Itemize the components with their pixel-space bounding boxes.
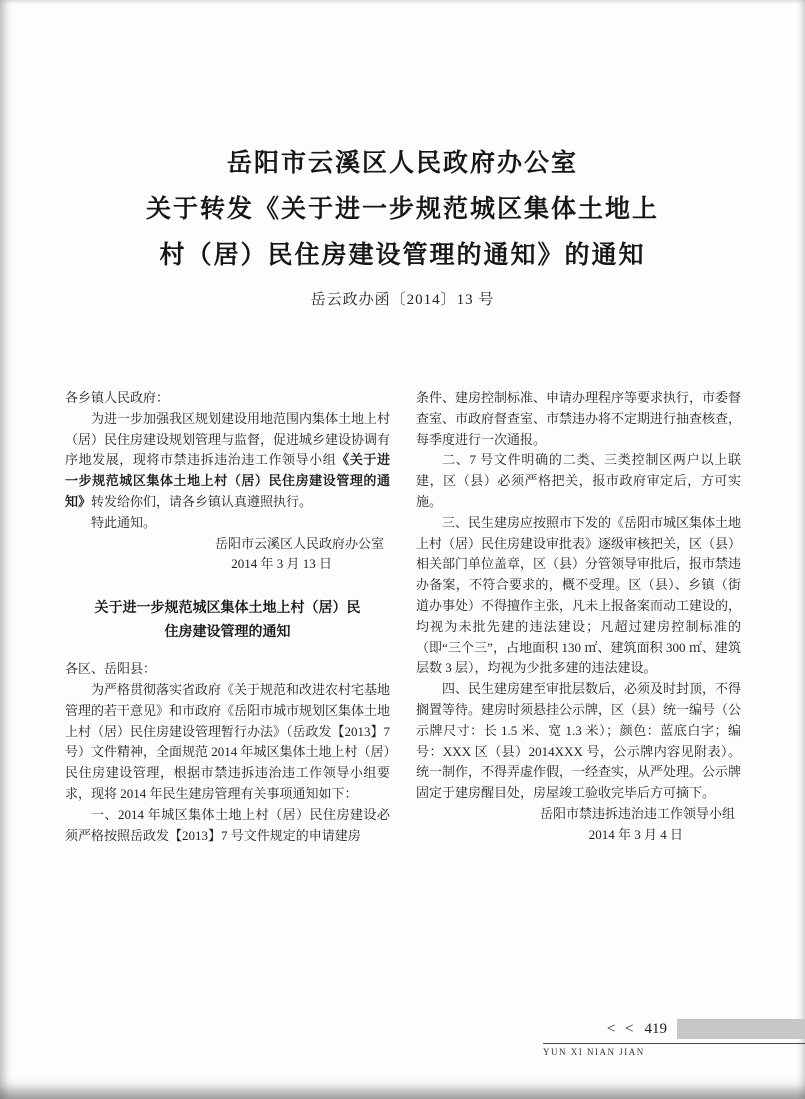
letter-paragraph-1: [65, 409, 390, 513]
document-title-line-2: 关于转发《关于进一步规范城区集体土地上: [145, 195, 659, 223]
notice-item-4: 四、民生建房建至审批层数后，必须及时封顶，不得搁置等待。建房时须悬挂公示牌，区（县）统一编号（公示牌尺寸：长 1.5 米、宽 1.3 米）；颜色：蓝底白字；编号：XXX 区（县）2014XXX 号，公示牌内容见附表）。统一制作，不得弄虚作假，一经查实，从严处理。公示牌固定于建房醒目处，房屋竣工验收完毕后方可摘下。: [416, 681, 742, 801]
notice-title-line-1: 关于进一步规范城区集体土地上村（居）民: [94, 599, 361, 616]
notice-intro-paragraph: 为严格贯彻落实省政府《关于规范和改进农村宅基地管理的若干意见》和市政府《岳阳市城市规划区集体土地上村（居）民住房建设管理暂行办法》（岳政发【2013】7 号）文件精神，全面规范 2014 年城区集体土地上村（居）民住房建设管理，根据市禁违拆违治违工作领导小组要求，现将 2014 年民生建房管理有关事项通知如下：: [65, 681, 391, 801]
page-marker-arrows: < <: [606, 1020, 637, 1037]
page-number: 419: [644, 1020, 667, 1037]
document-title-line-1: 岳阳市云溪区人民政府办公室: [226, 149, 578, 177]
letter-paragraph-1-pre: 为进一步加强我区规划建设用地范围内集体土地上村（居）民住房建设规划管理与监督，促进城乡建设协调有序地发展，现将市禁违拆违治违工作领导小组: [65, 410, 391, 468]
document-title: [65, 140, 740, 278]
letter-date: 2014 年 3 月 13 日: [231, 556, 332, 572]
page-number-row: [543, 1019, 805, 1039]
letter-signature: 岳阳市云溪区人民政府办公室: [214, 535, 384, 551]
document-title-line-3: 村（居）民住房建设管理的通知》的通知: [159, 241, 646, 269]
notice-salutation: 各区、岳阳县：: [65, 661, 157, 677]
notice-item-3: 三、民生建房应按照市下发的《岳阳市城区集体土地上村（居）民住房建设审批表》逐级审核把关，区（县）相关部门单位盖章，区（县）分管领导审批后，报市禁违办备案，不符合要求的，概不受理。区（县）、乡镇（街道办事处）不得擅作主张，凡未上报备案而动工建设的，均视为未批先建的违法建设；凡超过建房控制标准的（即“三个三”，占地面积 130 ㎡、建筑面积 300 ㎡、建筑层数 3 层），均视为少批多建的违法建设。: [416, 514, 742, 676]
right-column: [416, 388, 741, 846]
notice-signature: 岳阳市禁违拆违治违工作领导小组: [539, 805, 735, 821]
notice-title: [71, 595, 384, 643]
footer-gray-bar: [677, 1019, 805, 1039]
page-footer: [543, 1019, 805, 1057]
notice-item-1-continuation: 条件、建房控制标准、申请办理程序等要求执行，市委督查室、市政府督查室、市禁违办将不定期进行抽查核查，每季度进行一次通报。: [416, 390, 742, 447]
journal-name: YUN XI NIAN JIAN: [543, 1043, 805, 1057]
notice-date: 2014 年 3 月 4 日: [588, 826, 683, 842]
letter-paragraph-1-post: 转发给你们，请各乡镇认真遵照执行。: [91, 493, 313, 509]
notice-item-2: 二、7 号文件明确的二类、三类控制区两户以上联建，区（县）必须严格把关，报市政府审定后，方可实施。: [416, 452, 741, 509]
letter-paragraph-1-book-title: 《关于进一步规范城区集体土地上村（居）民住房建设管理的通知》: [65, 452, 390, 509]
notice-item-1-left-part: 一、2014 年城区集体土地上村（居）民住房建设必须严格按照岳政发【2013】7 号文件规定的申请建房: [65, 806, 390, 843]
notice-title-line-2: 住房建设管理的通知: [164, 623, 291, 640]
letter-salutation: 各乡镇人民政府：: [65, 390, 170, 405]
letter-paragraph-2: 特此通知。: [91, 514, 157, 530]
document-number: 岳云政办函〔2014〕13 号: [310, 292, 495, 308]
two-column-body: [65, 388, 741, 846]
left-column: [65, 388, 390, 846]
